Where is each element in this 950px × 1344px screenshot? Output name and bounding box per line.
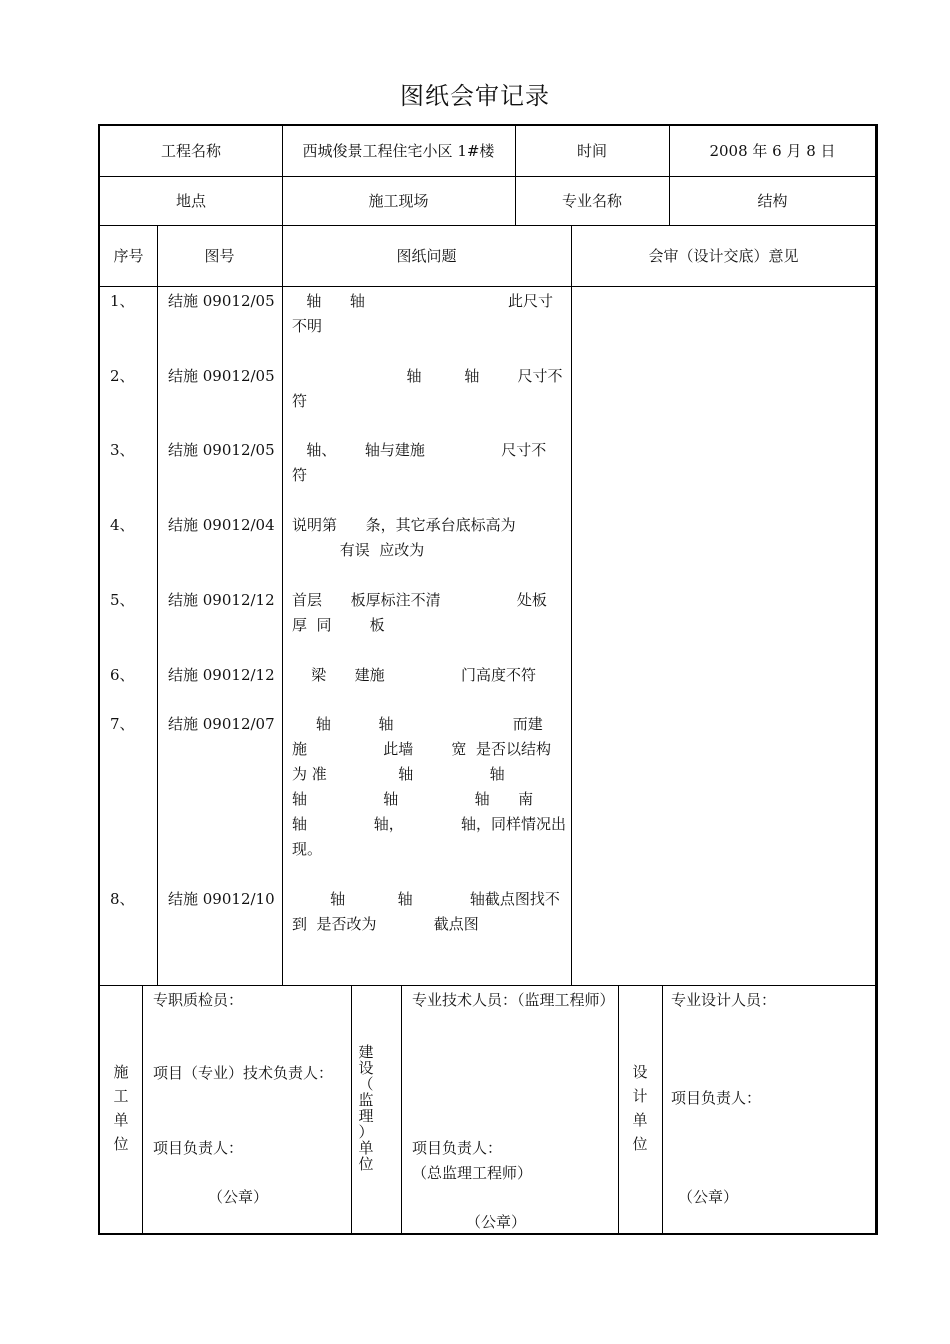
location-value: 施工现场 [368,191,429,210]
project-name-value: 西城俊景工程住宅小区 1#楼 [302,142,495,160]
discipline-value: 结构 [757,191,788,210]
discipline-label: 专业名称 [561,191,622,210]
row-divider [100,286,876,287]
supervision-project-lead-label: 项目负责人： [412,1139,503,1157]
supervision-tech-staff-label: 专业技术人员：（监理工程师） [412,991,615,1009]
drawing-issue: 梁 建施 门高度不符 [292,666,536,684]
tech-lead-label: 项目（专业）技术负责人： [153,1064,334,1082]
drawing-number: 结施 09012/05 [168,441,275,459]
row-number: 3、 [110,441,135,459]
col-divider [571,225,572,985]
drawing-number: 结施 09012/12 [168,666,275,684]
designer-label: 专业设计人员： [671,991,777,1009]
row-number: 5、 [110,591,135,609]
col-divider [662,985,663,1235]
column-header-opinion: 会审（设计交底）意见 [648,246,799,265]
time-value: 2008 年 6 月 8 日 [709,142,836,160]
official-seal: （公章） [208,1188,269,1206]
design-project-lead-label: 项目负责人： [671,1089,762,1107]
drawing-issue: 轴 轴 轴截点图找不 到 是否改为 截点图 [292,890,560,933]
row-number: 6、 [110,666,135,684]
drawing-number: 结施 09012/12 [168,591,275,609]
location-label: 地点 [175,191,206,210]
drawing-issue: 轴 轴 而建 施 此墙 宽 是否以结构 为 准 轴 轴 轴 轴 轴 南 轴 轴， 轴，同样情况出 现。 [292,715,566,858]
drawing-number: 结施 09012/10 [168,890,275,908]
row-number: 4、 [110,516,135,534]
quality-inspector-label: 专职质检员： [153,991,244,1009]
drawing-review-table [98,124,878,1235]
design-unit-label: 设 计 单 位 [632,1063,648,1153]
supervision-unit-label: 建 设 （ 监 理 ） 单 位 [358,1043,374,1173]
official-seal: （公章） [466,1213,527,1231]
drawing-number: 结施 09012/05 [168,292,275,310]
time-label: 时间 [576,142,607,160]
document-title: 图纸会审记录 [400,82,550,110]
drawing-issue: 首层 板厚标注不清 处板 厚 同 板 [292,591,547,634]
construction-unit-label: 施 工 单 位 [113,1063,129,1153]
column-header-issue: 图纸问题 [396,246,457,265]
col-divider [157,225,158,985]
drawing-issue: 说明第 条，其它承台底标高为 有误 应改为 [292,516,516,559]
row-divider [100,985,876,986]
col-divider [282,225,283,985]
column-header-drawing: 图号 [204,246,235,265]
drawing-number: 结施 09012/04 [168,516,275,534]
drawing-issue: 轴 轴 此尺寸 不明 [292,292,553,335]
col-divider [401,985,402,1235]
official-seal: （公章） [678,1188,739,1206]
drawing-number: 结施 09012/07 [168,715,275,733]
row-number: 1、 [110,292,135,310]
row-number: 2、 [110,367,135,385]
drawing-number: 结施 09012/05 [168,367,275,385]
column-header-no: 序号 [113,246,144,265]
row-number: 7、 [110,715,135,733]
project-lead-label: 项目负责人： [153,1139,244,1157]
col-divider [142,985,143,1235]
chief-engineer-label: （总监理工程师） [412,1164,533,1182]
row-number: 8、 [110,890,135,908]
project-name-label: 工程名称 [160,142,221,160]
drawing-issue: 轴 轴 尺寸不 符 [292,367,563,410]
drawing-issue: 轴、 轴与建施 尺寸不 符 [292,441,547,484]
